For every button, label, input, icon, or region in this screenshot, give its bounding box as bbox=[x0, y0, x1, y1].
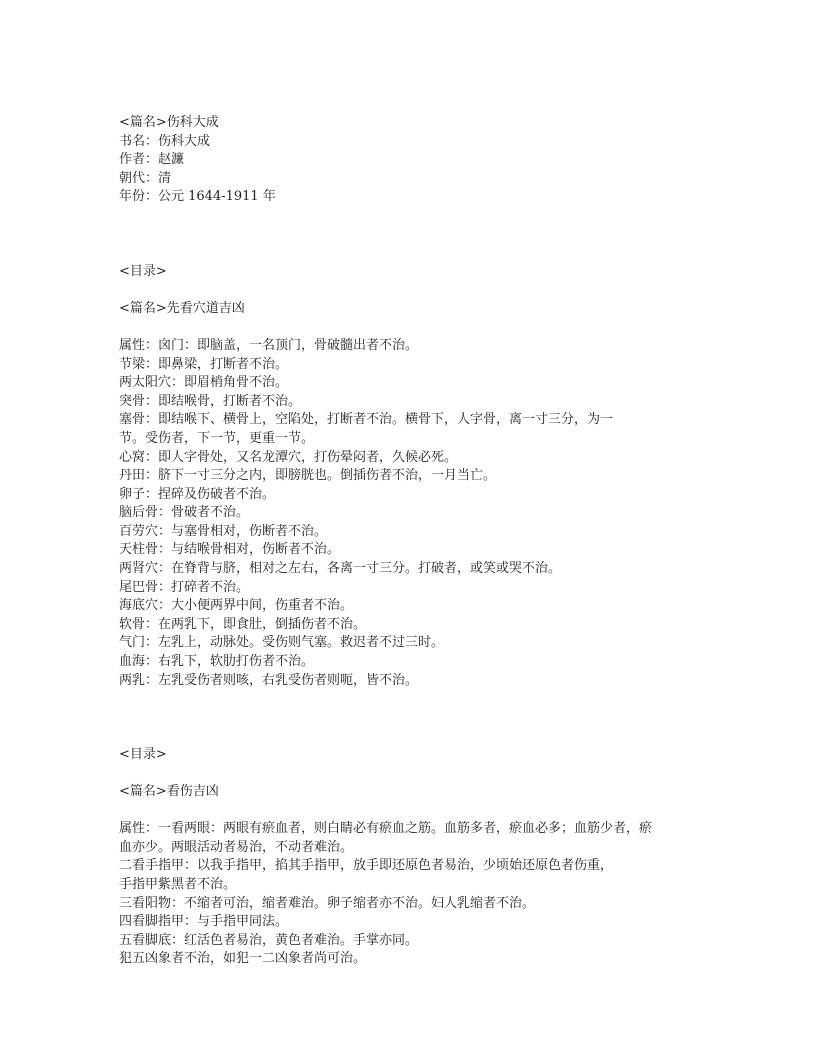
entry-line: 脑后骨：骨破者不治。 bbox=[119, 505, 250, 521]
entry-line: 血海：右乳下，软肋打伤者不治。 bbox=[119, 654, 315, 670]
entry-line: 两肾穴：在脊背与脐，相对之左右，各离一寸三分。打破者，或笑或哭不治。 bbox=[119, 561, 562, 577]
entry-line: 心窝：即人字骨处，又名龙潭穴，打伤晕闷者，久候必死。 bbox=[119, 449, 458, 465]
entry-line: 二看手指甲：以我手指甲，掐其手指甲，放手即还原色者易治，少顷始还原色者伤重， bbox=[119, 858, 614, 874]
entry-line: 突骨：即结喉骨，打断者不治。 bbox=[119, 393, 302, 409]
entry-line: 五看脚底：红活色者易治，黄色者难治。手掌亦同。 bbox=[119, 932, 419, 948]
entry-line: 海底穴：大小便两界中间，伤重者不治。 bbox=[119, 598, 354, 614]
entry-line: 塞骨：即结喉下、横骨上，空陷处，打断者不治。横骨下，人字骨，离一寸三分，为一 bbox=[119, 412, 614, 428]
entry-line: 丹田：脐下一寸三分之内，即膀胱也。倒插伤者不治，一月当亡。 bbox=[119, 468, 497, 484]
entry-line: 节梁：即鼻梁，打断者不治。 bbox=[119, 356, 289, 372]
entry-line: 两乳：左乳受伤者则咳，右乳受伤者则呃，皆不治。 bbox=[119, 672, 419, 688]
author: 作者：赵濂 bbox=[119, 152, 185, 168]
entry-line: 气门：左乳上，动脉处。受伤则气塞。救迟者不过三时。 bbox=[119, 635, 445, 651]
document-title: <篇名>伤科大成 bbox=[119, 115, 219, 130]
entry-line: 节。受伤者，下一节，更重一节。 bbox=[119, 430, 315, 446]
years: 年份：公元 1644-1911 年 bbox=[119, 189, 276, 205]
entry-line: 三看阳物：不缩者可治，缩者难治。卵子缩者亦不治。妇人乳缩者不治。 bbox=[119, 895, 536, 911]
entry-line: 四看脚指甲：与手指甲同法。 bbox=[119, 914, 289, 930]
entry-line: 两太阳穴：即眉梢角骨不治。 bbox=[119, 375, 289, 391]
toc-link: <目录> bbox=[119, 746, 167, 762]
entry-line: 天柱骨：与结喉骨相对，伤断者不治。 bbox=[119, 542, 341, 558]
entry-line: 犯五凶象者不治，如犯一二凶象者尚可治。 bbox=[119, 951, 367, 967]
entry-line: 卵子：捏碎及伤破者不治。 bbox=[119, 486, 276, 502]
entry-line: 属性：一看两眼：两眼有瘀血者，则白睛必有瘀血之筋。血筋多者，瘀血必多；血筋少者，瘀 bbox=[119, 821, 653, 837]
section-title: <篇名>先看穴道吉凶 bbox=[119, 300, 245, 316]
entry-line: 血亦少。两眼活动者易治，不动者难治。 bbox=[119, 839, 354, 855]
entry-line: 属性：囟门：即脑盖，一名顶门，骨破髓出者不治。 bbox=[119, 337, 419, 353]
section-title: <篇名>看伤吉凶 bbox=[119, 784, 219, 799]
dynasty: 朝代：清 bbox=[119, 170, 172, 186]
document-page bbox=[119, 114, 719, 969]
book-name: 书名：伤科大成 bbox=[119, 133, 211, 149]
toc-link: <目录> bbox=[119, 263, 167, 279]
entry-line: 尾巴骨：打碎者不治。 bbox=[119, 579, 250, 595]
entry-line: 软骨：在两乳下，即食肚，倒插伤者不治。 bbox=[119, 616, 367, 632]
entry-line: 百劳穴：与塞骨相对，伤断者不治。 bbox=[119, 523, 328, 539]
entry-line: 手指甲紫黑者不治。 bbox=[119, 876, 237, 892]
